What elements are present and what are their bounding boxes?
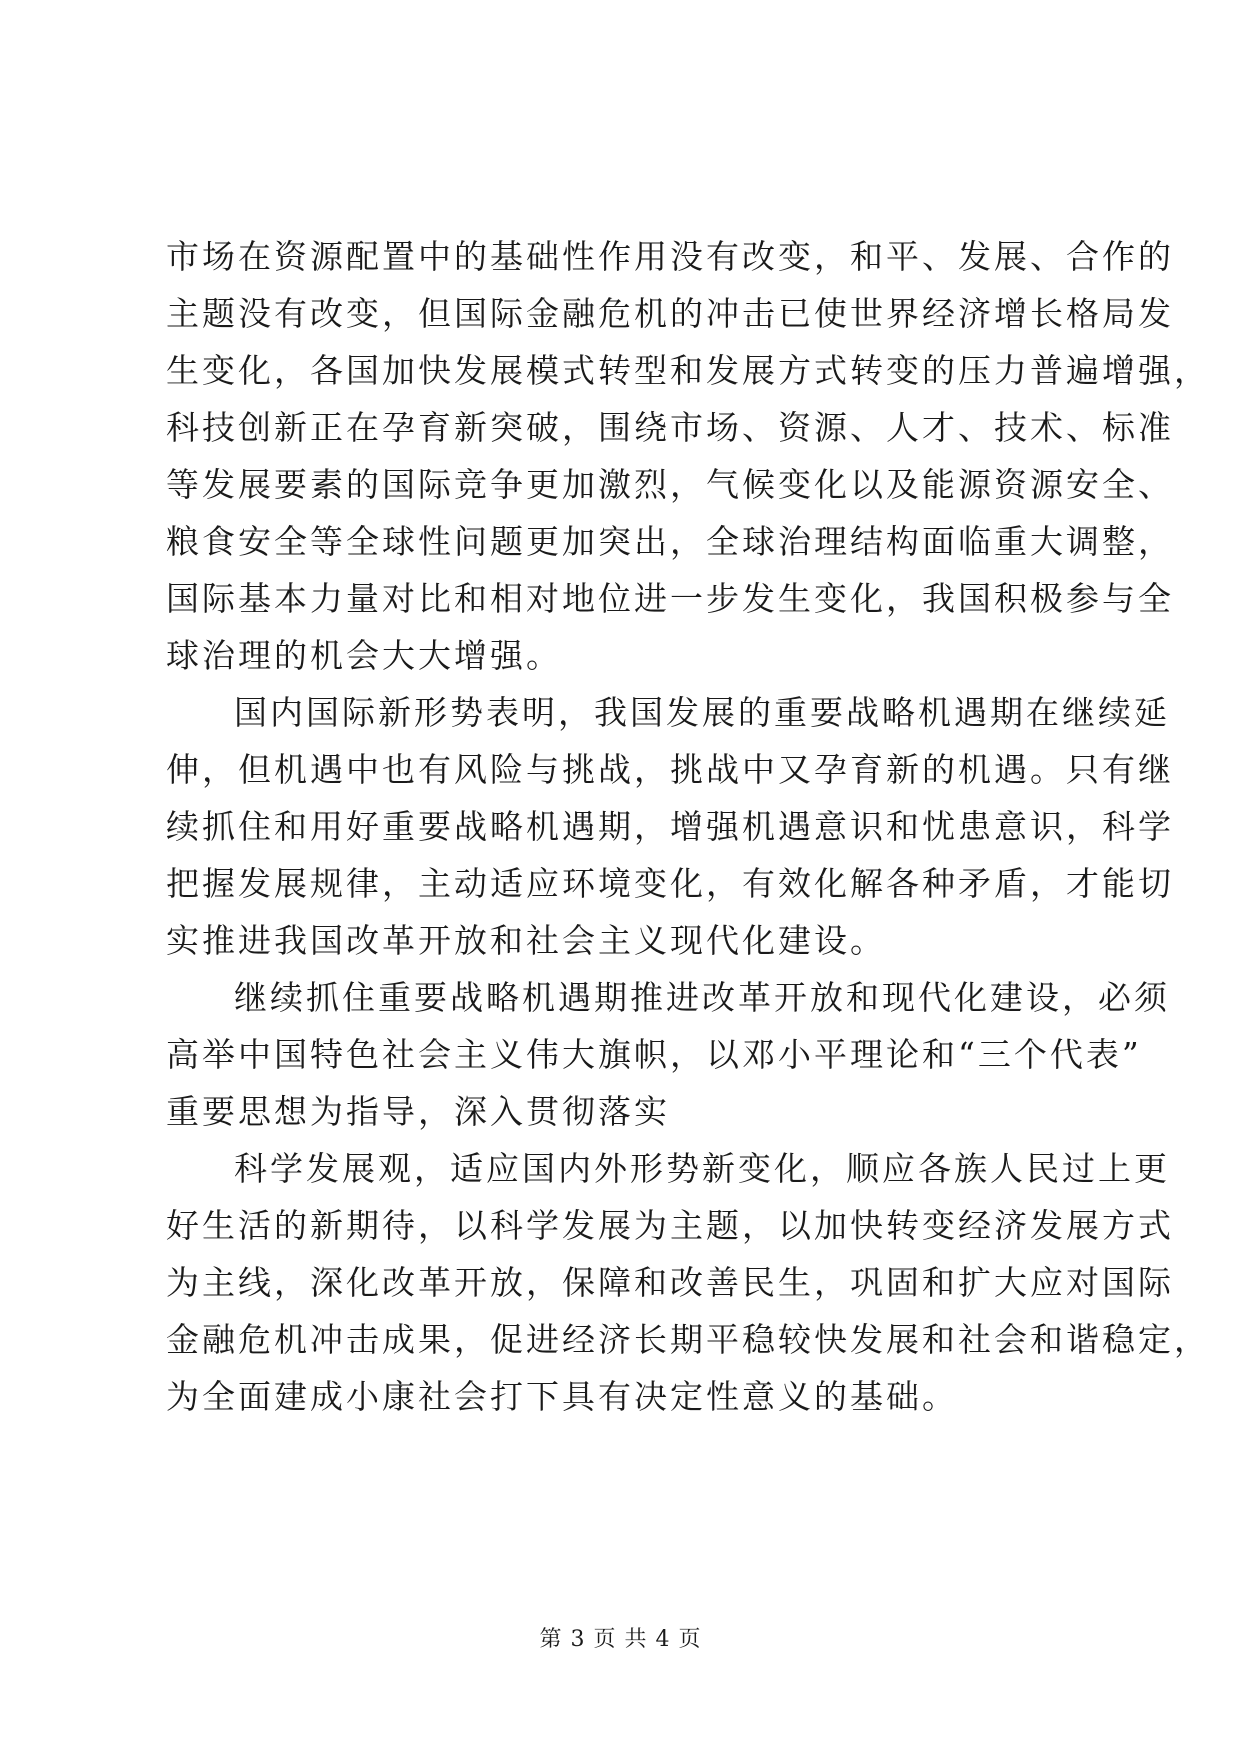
text-line: 国际基本力量对比和相对地位进一步发生变化，我国积极参与全 [166,579,1174,618]
page-number-footer: 第 3 页 共 4 页 [539,1627,702,1652]
paragraph [166,684,1174,969]
text-line: 等发展要素的国际竞争更加激烈，气候变化以及能源资源安全、 [166,465,1174,504]
text-line: 市场在资源配置中的基础性作用没有改变，和平、发展、合作的 [166,237,1174,276]
text-line: 金融危机冲击成果，促进经济长期平稳较快发展和社会和谐稳定， [166,1320,1210,1359]
paragraph [166,969,1170,1140]
text-line: 伸，但机遇中也有风险与挑战，挑战中又孕育新的机遇。只有继 [166,750,1174,789]
text-line: 为全面建成小康社会打下具有决定性意义的基础。 [166,1377,958,1416]
text-line: 重要思想为指导，深入贯彻落实 [166,1092,670,1131]
text-line: 高举中国特色社会主义伟大旗帜，以邓小平理论和“三个代表” [166,1035,1142,1074]
paragraph [166,228,1210,684]
text-line: 粮食安全等全球性问题更加突出，全球治理结构面临重大调整， [166,522,1174,561]
text-line: 实推进我国改革开放和社会主义现代化建设。 [166,921,886,960]
text-line: 主题没有改变，但国际金融危机的冲击已使世界经济增长格局发 [166,294,1174,333]
text-line: 生变化，各国加快发展模式转型和发展方式转变的压力普遍增强， [166,351,1210,390]
text-line: 球治理的机会大大增强。 [166,636,562,675]
text-line: 好生活的新期待，以科学发展为主题，以加快转变经济发展方式 [166,1206,1174,1245]
text-line: 国内国际新形势表明，我国发展的重要战略机遇期在继续延 [234,693,1170,732]
paragraph [166,1140,1210,1425]
text-line: 继续抓住重要战略机遇期推进改革开放和现代化建设，必须 [234,978,1170,1017]
text-line: 把握发展规律，主动适应环境变化，有效化解各种矛盾，才能切 [166,864,1174,903]
body-text [166,228,1210,1425]
text-line: 续抓住和用好重要战略机遇期，增强机遇意识和忧患意识，科学 [166,807,1174,846]
text-line: 为主线，深化改革开放，保障和改善民生，巩固和扩大应对国际 [166,1263,1174,1302]
text-line: 科学发展观，适应国内外形势新变化，顺应各族人民过上更 [234,1149,1170,1188]
text-line: 科技创新正在孕育新突破，围绕市场、资源、人才、技术、标准 [166,408,1174,447]
